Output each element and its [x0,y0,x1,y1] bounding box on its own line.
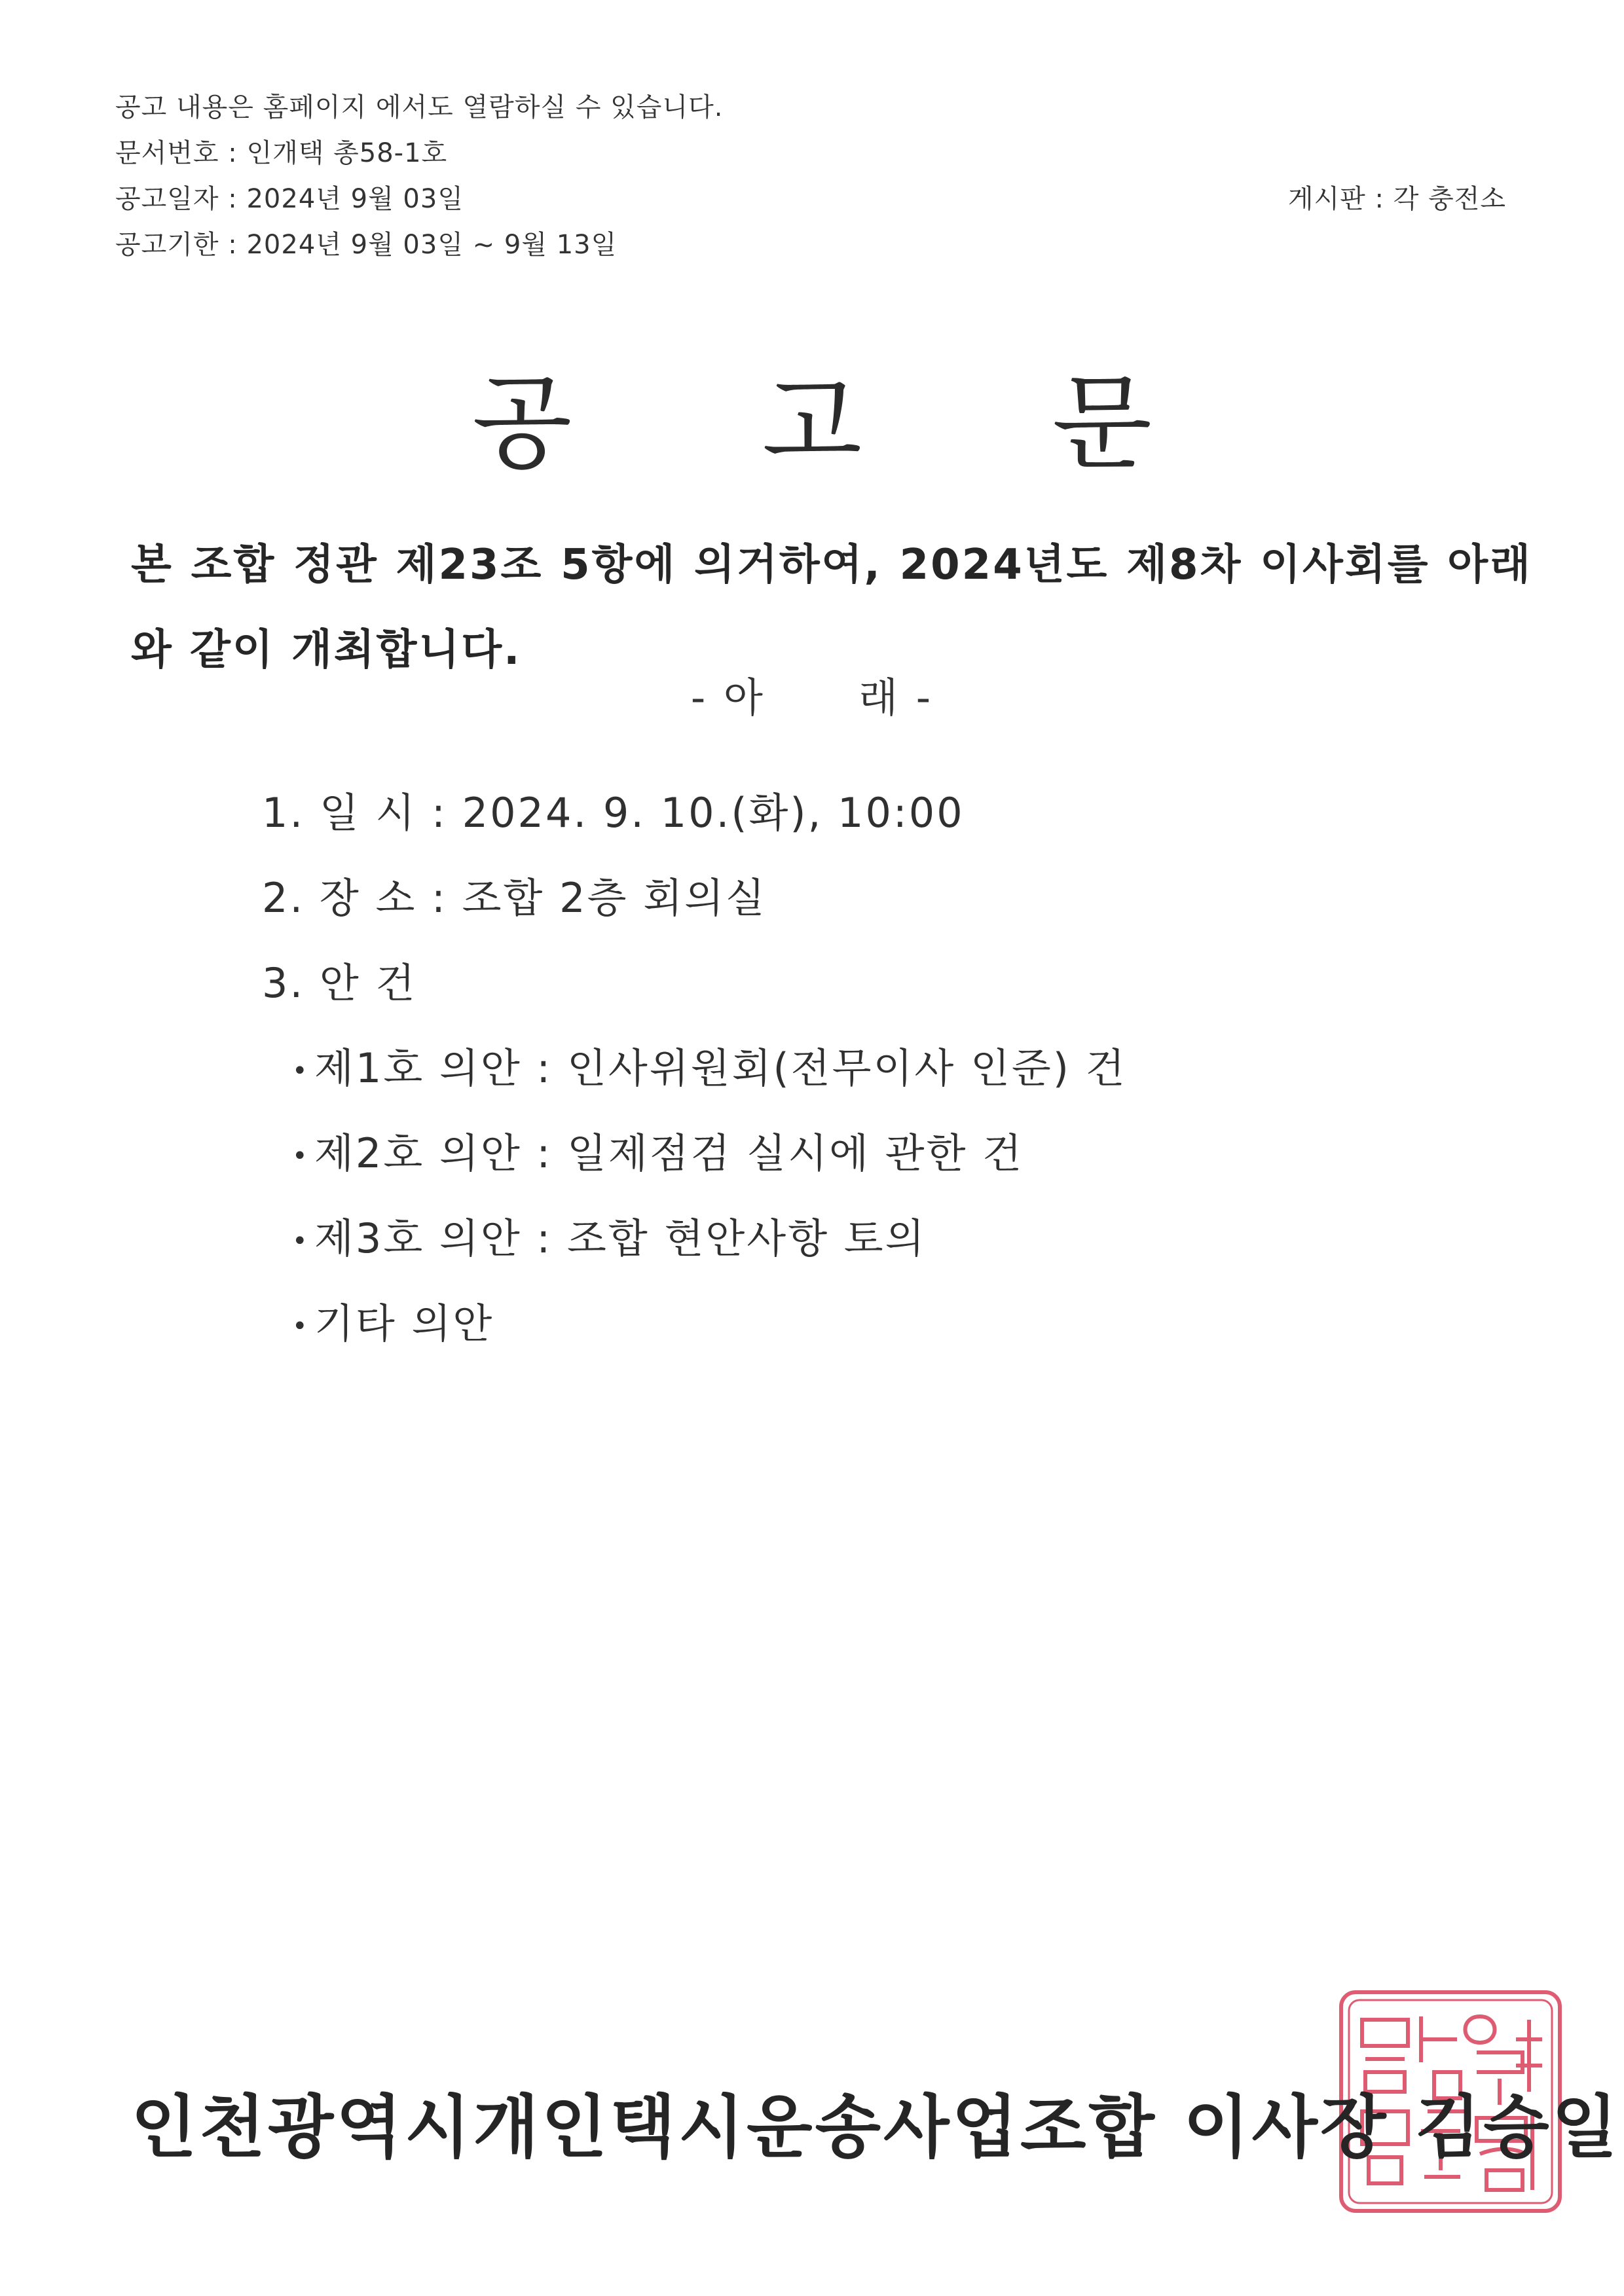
homepage-note: 공고 내용은 홈페이지 에서도 열람하실 수 있습니다. [115,92,724,122]
agenda-item [292,1291,494,1349]
agenda-item [292,1121,1024,1179]
bullet-icon: • [292,1226,310,1256]
document-number: 문서번호 : 인개택 총58-1호 [115,138,448,168]
meeting-place: 2. 장 소 : 조합 2층 회의실 [262,874,767,922]
notice-period: 공고기한 : 2024년 9월 03일 ~ 9월 13일 [115,230,618,260]
agenda-item-text: 제3호 의안 : 조합 현안사항 토의 [314,1214,927,1262]
page-title: 공 고 문 [471,363,1231,484]
bullet-icon: • [292,1055,310,1086]
bullet-icon: • [292,1311,310,1341]
agenda-item-text: 제1호 의안 : 인사위원회(전무이사 인준) 건 [314,1044,1127,1092]
notice-date: 공고일자 : 2024년 9월 03일 [115,184,464,214]
bullet-icon: • [292,1140,310,1171]
agenda-item-text: 기타 의안 [314,1300,494,1347]
agenda-item-text: 제2호 의안 : 일제점검 실시에 관한 건 [314,1129,1024,1177]
meeting-datetime: 1. 일 시 : 2024. 9. 10.(화), 10:00 [262,789,965,837]
agenda-item [292,1206,927,1264]
below-heading: - 아 래 - [690,674,934,721]
intro-paragraph: 본 조합 정관 제23조 5항에 의거하여, 2024년도 제8차 이사회를 아래와 같이 개최합니다. [131,541,1532,674]
agenda-item [292,1036,1127,1094]
signature-line: 인천광역시개인택시운송사업조합 이사장 김승일 [131,2087,1621,2167]
agenda-heading: 3. 안 건 [262,959,417,1007]
bulletin-board-note: 게시판 : 각 충전소 [1287,184,1506,214]
